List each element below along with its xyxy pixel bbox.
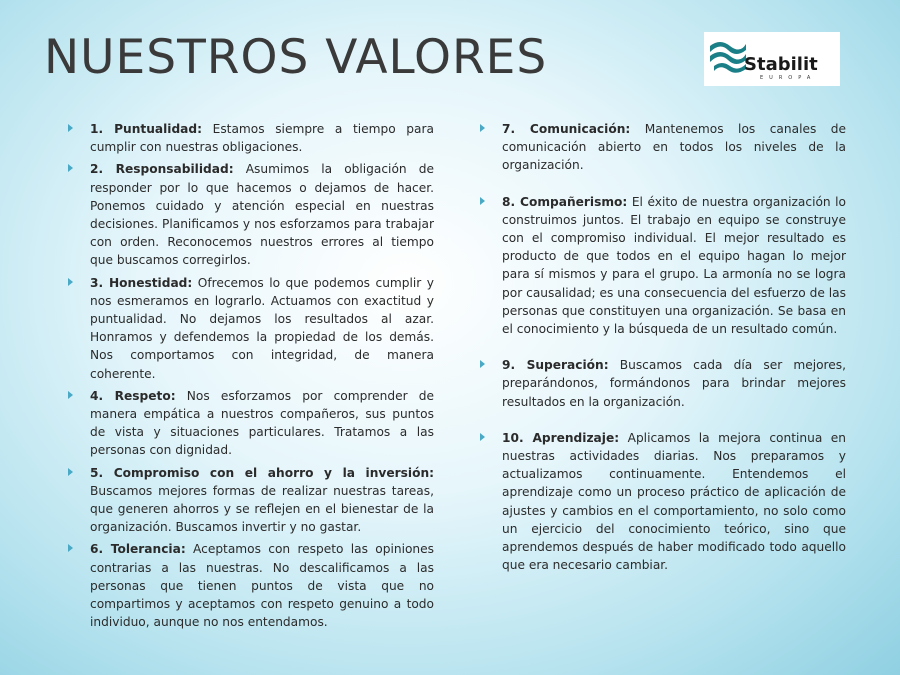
bullet-arrow-icon	[480, 197, 485, 205]
value-term: 2. Responsabilidad:	[90, 162, 234, 177]
bullet-arrow-icon	[480, 360, 485, 368]
value-term: 7. Comunicación:	[502, 122, 631, 136]
value-text: Buscamos mejores formas de realizar nuestras tareas, que generen ahorros y se reflejen en el bienestar de la organización. Buscamos invertir y no gastar.	[90, 483, 434, 535]
value-item	[68, 160, 434, 269]
value-text: Buscamos cada día ser mejores, preparándonos, formándonos para brindar mejores resultados en la organización.	[502, 358, 846, 409]
value-term: 1. Puntualidad:	[90, 122, 203, 136]
value-text: Asumimos la obligación de responder por lo que hacemos o dejamos de hacer. Ponemos cuidado y atención especial en nuestras decisiones. Planificamos y nos esforzamos para trabajar con orden. Reconocemos nuestros errores al tiempo que buscamos corregirlos.	[90, 162, 434, 268]
values-left-column	[68, 120, 434, 635]
bullet-arrow-icon	[68, 164, 73, 172]
stabilit-logo	[704, 32, 840, 86]
value-text: Aceptamos con respeto las opiniones contrarias a las nuestras. No descalificamos a las personas que tienen puntos de vista que no compartimos y aceptamos con respeto genuino a todo individuo, aunque no nos entendamos.	[90, 542, 435, 630]
value-term: 6. Tolerancia:	[90, 542, 186, 557]
value-item	[480, 429, 846, 575]
value-item	[480, 356, 846, 411]
bullet-arrow-icon	[68, 278, 73, 286]
value-item	[480, 120, 846, 175]
bullet-arrow-icon	[480, 124, 485, 132]
stabilit-wave-icon	[708, 36, 748, 76]
slide-title: NUESTROS VALORES	[44, 30, 548, 85]
value-item	[68, 540, 434, 631]
logo-name: Stabilit	[744, 54, 818, 75]
value-text: Aplicamos la mejora continua en nuestras actividades diarias. Nos preparamos y actualizamos continuamente. Entendemos el aprendizaje como un proceso práctico de aplicación de ajustes y cambios en el comportamiento, no solo como un ejercicio del conocimiento teórico, sino que aprendemos después de haber modificado todo aquello que era necesario cambiar.	[502, 430, 847, 573]
value-item	[68, 120, 434, 156]
value-text: Mantenemos los canales de comunicación abierto en todos los niveles de la organización.	[502, 122, 846, 173]
bullet-arrow-icon	[68, 391, 73, 399]
bullet-arrow-icon	[68, 468, 73, 476]
value-text: El éxito de nuestra organización lo construimos juntos. El trabajo en equipo se construye con el compromiso individual. El mejor resultado es producto de que todos en el equipo hagan lo mejor para sí mismos y para el grupo. La armonía no se logra por causalidad; es una consecuencia del esfuerzo de las personas que constituyen una organización. Se basa en el conocimiento y la búsqueda de un resultado común.	[502, 194, 847, 337]
value-term: 8. Compañerismo:	[502, 194, 628, 209]
values-right-column	[480, 120, 846, 592]
bullet-arrow-icon	[68, 544, 73, 552]
value-term: 5. Compromiso con el ahorro y la inversión:	[90, 465, 434, 480]
value-item	[68, 387, 434, 460]
value-item	[68, 464, 434, 537]
bullet-arrow-icon	[68, 124, 73, 132]
bullet-arrow-icon	[480, 433, 485, 441]
logo-subtitle: EUROPA	[760, 75, 817, 81]
value-item	[68, 274, 434, 383]
value-term: 10. Aprendizaje:	[502, 430, 620, 445]
value-text: Nos esforzamos por comprender de manera empática a nuestros compañeros, sus puntos de vista y situaciones particulares. Tratamos a las personas con dignidad.	[90, 388, 434, 458]
value-item	[480, 193, 846, 339]
value-term: 3. Honestidad:	[90, 275, 193, 290]
value-text: Estamos siempre a tiempo para cumplir con nuestras obligaciones.	[90, 122, 434, 155]
value-text: Ofrecemos lo que podemos cumplir y nos esmeramos en lograrlo. Actuamos con exactitud y puntualidad. No dejamos los resultados al azar. Honramos y defendemos la propiedad de los demás. Nos comportamos con integridad, de manera coherente.	[90, 275, 434, 381]
value-term: 4. Respeto:	[90, 388, 176, 403]
value-term: 9. Superación:	[502, 358, 609, 373]
